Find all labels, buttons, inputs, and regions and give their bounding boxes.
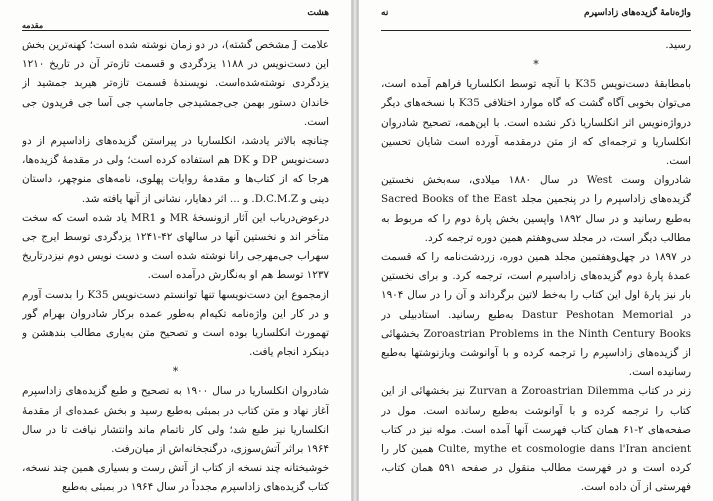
right-paragraph-4: در ۱۸۹۷ در چهل‌وهفتمین مجلد همین دوره، زردشت‌نامه را که قسمت عمدهٔ پارهٔ دوم گزیده‌های زاداسپرم است، ترجمه کرد. و برای نخستین بار نیز پارهٔ اول این کتاب را به‌خط لاتین برگرداند و آن را در سال ۱۹۰۴ در Dastur Peshotan Memorial به‌طبع رسانید. استادبیلی در Zoroastrian Problems in the Ninth Century Books بخشهائی از گزیده‌های زاداسپرم را ترجمه کرده و با آوانوشت وبازنوشتها به‌طبع رسانیده است. xyxy=(381,251,691,379)
left-paragraph-2: چنانچه بالاتر یادشد، انکلساریا در پیراستن گزیده‌های زاداسپرم از دو دست‌نویس DP و DK هم استفاده کرده است؛ ولی در مقدمهٔ گزیده‌ها، هرجا که از کتاب‌ها و مقدمهٔ روایات پهلوی، نامه‌های منوچهر، داستان دینی و D.C.M.Z. و ... اثر دهایار، نشانی از آنها یافته شد. xyxy=(22,135,329,205)
right-section-label: واژه‌نامهٔ گزیده‌های زاداسپرم xyxy=(584,8,691,18)
right-page xyxy=(358,0,713,501)
left-paragraph-4: ازمجموع این دست‌نویسها تنها توانستم دست‌نویس K35 را بدست آورم و در کار این واژه‌نامه تکیه‌ام به‌طور عمده برکار شادروان بهرام گور تهمورث انکلساریا بوده است و تصحیح متن به‌یاری مطالب بندهشن و دینکرد انجام یافت. xyxy=(22,288,329,359)
left-page-number: هشت xyxy=(307,8,329,18)
left-paragraph-1: علامت J مشخص گشته)، در دو زمان نوشته شده است؛ کهنه‌ترین بخش این دست‌نویس در ۱۱۸۸ یزدگردی و قسمت تازه‌تر آن در تاریخ ۱۲۱۰ یزدگردی نوشته‌شده‌است. نویسندهٔ قسمت تازه‌تر هیربد جمشید از خاندان دستور بهمن جی‌جمشیدجی جاماسپ جی آسا جی فریدون جی است. xyxy=(22,39,329,128)
right-header-rule xyxy=(381,30,691,31)
right-page-body xyxy=(381,36,691,493)
right-paragraph-3: شادروان وست West در سال ۱۸۸۰ میلادی، سه‌بخش نخستین گزیده‌های زاداسپرم را در پنجمین مجلد Sacred Books of the East به‌طبع رسانید و در سال ۱۸۹۲ واپسین بخش پارهٔ دوم را که مربوط به مطالب دیگر است، در مجلد سی‌وهفتم همین دوره ترجمه کرد. xyxy=(381,174,691,244)
section-divider-star: * xyxy=(533,58,539,72)
right-paragraph-5: زنر در کتاب Zurvan a Zoroastrian Dilemma نیز بخشهائی از این کتاب را ترجمه کرده و با آوانوشت به‌طبع رسانده است. مول در صفحه‌های ۲-۶۱ همان کتاب فهرست آنها آمده است. موله نیز در کتاب Culte, mythe et cosmologie dans l'Iran ancient همین کار را کرده است و در فهرست مطالب منقول در صفحه ۵۹۱ همان کتاب، فهرستی از آن داده است. xyxy=(381,385,691,493)
right-paragraph-2: بامطابقهٔ دست‌نویس K35 با آنچه توسط انکلساریا فراهم آمده است، می‌توان بخوبی آگاه گشت که گاه موارد اختلافی K35 با نسخه‌های دیگر درواژه‌نویس اثر انکلساریا ذکر نشده است. با این‌همه، تصحیح شادروان انکلساریا و ترجمه‌ای که از متن درمقدمه آورده است شایان تحسین است. xyxy=(381,78,691,168)
right-page-header xyxy=(381,8,691,22)
left-paragraph-5: شادروان انکلساریا در سال ۱۹۰۰ به تصحیح و طبع گزیده‌های زاداسپرم آغاز نهاد و متن کتاب در بمبئی به‌طبع رسید و بخش عمده‌ای از مقدمهٔ انکلساریا نیز طبع شد؛ ولی کار ناتمام ماند وانتشار نیافت تا در سال ۱۹۶۴ براثر آتش‌سوزی، درگنجخانه‌اش از میان‌رفت. xyxy=(22,385,329,456)
section-divider-star: * xyxy=(172,365,179,379)
left-page-header xyxy=(22,8,329,30)
right-page-number: نه xyxy=(381,8,389,18)
left-paragraph-6: خوشبختانه چند نسخه از کتاب از آتش رست و بسیاری همین چند نسخه، کتاب گزیده‌های زاداسپرم مجدداً در سال ۱۹۶۴ در بمبئی به‌طبع xyxy=(22,462,329,493)
left-paragraph-3: درعوض‌درباب این آثار ازونسخهٔ MR و MR1 یاد شده است که سخت متأخر اند و نخستین آنها در سالهای ۴۲-۱۲۴۱ یزدگردی توسط ایرج جی سهراب جی‌مهرجی رانا نوشته شده است و دست نویس دوم نیزدرتاریخ ۱۲۳۷ توسط هم او به‌نگارش درآمده است. xyxy=(22,211,329,282)
left-section-label: مقدمه xyxy=(22,20,44,30)
left-header-rule xyxy=(22,30,329,31)
left-page-body xyxy=(22,36,329,493)
left-page xyxy=(0,0,352,501)
right-paragraph-1: رسید. xyxy=(665,39,691,51)
